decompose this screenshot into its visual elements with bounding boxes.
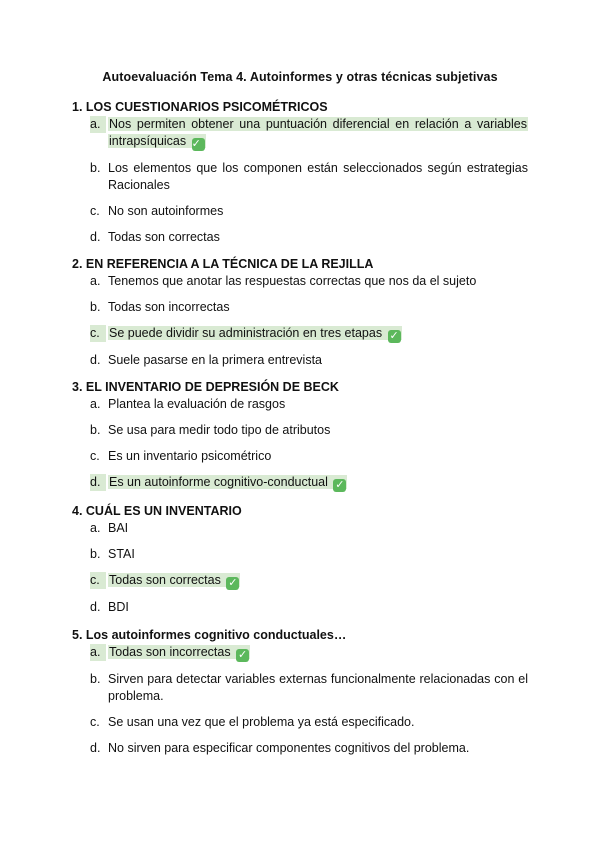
question-3 <box>72 379 528 501</box>
option-text-wrap <box>108 352 528 369</box>
option-label: Todas son incorrectas <box>108 300 230 314</box>
option-label: Tenemos que anotar las respuestas correctas que nos da el sujeto <box>108 274 477 288</box>
correct-answer-text <box>108 475 347 489</box>
option-label: Todas son correctas <box>109 573 221 587</box>
check-mark-icon: ✓ <box>237 649 248 661</box>
option-text-wrap <box>108 160 528 194</box>
correct-answer-text <box>108 326 402 340</box>
option-text-wrap <box>108 273 528 290</box>
option-letter: b. <box>90 423 101 437</box>
option-letter: d. <box>90 474 106 491</box>
option-text-wrap <box>108 474 528 492</box>
option-letter: d. <box>90 741 101 755</box>
answer-option <box>72 160 528 194</box>
answer-option <box>72 714 528 731</box>
answer-option <box>72 352 528 369</box>
correct-answer-text <box>108 117 528 148</box>
option-text-wrap <box>108 422 528 439</box>
question-5 <box>72 627 528 766</box>
option-text <box>108 423 330 437</box>
option-text-wrap <box>108 448 528 465</box>
option-text <box>108 672 528 703</box>
option-text <box>108 230 220 244</box>
answer-option <box>72 740 528 757</box>
option-letter: a. <box>90 644 106 661</box>
option-text <box>108 715 414 729</box>
option-label: No son autoinformes <box>108 204 224 218</box>
option-text <box>108 449 271 463</box>
option-letter: c. <box>90 204 100 218</box>
option-label: STAI <box>108 547 135 561</box>
option-label: Se puede dividir su administración en tres etapas <box>109 326 383 340</box>
option-label: Es un autoinforme cognitivo-conductual <box>109 475 328 489</box>
option-letter: a. <box>90 274 101 288</box>
option-text <box>108 521 128 535</box>
question-4 <box>72 503 528 625</box>
option-text <box>108 300 230 314</box>
option-text-wrap <box>108 229 528 246</box>
option-label: Todas son incorrectas <box>109 645 231 659</box>
document-title: Autoevaluación Tema 4. Autoinformes y otras técnicas subjetivas <box>102 70 498 84</box>
check-mark-icon: ✓ <box>389 330 399 342</box>
option-label: Se usa para medir todo tipo de atributos <box>108 423 331 437</box>
question-heading: 2. EN REFERENCIA A LA TÉCNICA DE LA REJILLA <box>72 257 374 271</box>
answer-option <box>72 273 528 290</box>
option-letter: d. <box>90 230 101 244</box>
answer-option <box>72 644 528 662</box>
option-label: Todas son correctas <box>108 230 220 244</box>
answer-option <box>72 229 528 246</box>
option-text <box>108 274 476 288</box>
option-letter: c. <box>90 572 106 589</box>
option-letter: b. <box>90 547 101 561</box>
option-letter: a. <box>90 521 101 535</box>
question-heading: 3. EL INVENTARIO DE DEPRESIÓN DE BECK <box>72 380 339 394</box>
option-label: Nos permiten obtener una puntuación diferencial en relación a variables intrapsíquicas <box>109 117 527 148</box>
answer-option <box>72 520 528 537</box>
check-mark-icon: ✓ <box>192 138 205 151</box>
option-text-wrap <box>108 644 528 662</box>
answer-option <box>72 546 528 563</box>
answer-option <box>72 671 528 705</box>
answer-option <box>72 203 528 220</box>
option-text-wrap <box>108 572 528 590</box>
option-letter: b. <box>90 300 101 314</box>
answer-option <box>72 325 528 343</box>
option-label: Sirven para detectar variables externas funcionalmente relacionadas con el problema. <box>108 672 528 703</box>
option-label: Suele pasarse en la primera entrevista <box>108 353 323 367</box>
option-letter: a. <box>90 397 101 411</box>
option-letter: c. <box>90 449 100 463</box>
option-text <box>108 204 223 218</box>
option-label: BDI <box>108 600 129 614</box>
option-text <box>108 547 135 561</box>
answer-option <box>72 396 528 413</box>
option-text-wrap <box>108 671 528 705</box>
answer-option <box>72 599 528 616</box>
option-text <box>108 161 528 192</box>
correct-answer-text <box>108 645 250 659</box>
option-letter: b. <box>90 161 101 175</box>
option-letter: a. <box>90 116 106 133</box>
question-heading: 5. Los autoinformes cognitivo conductuales… <box>72 628 347 642</box>
question-heading: 4. CUÁL ES UN INVENTARIO <box>72 504 242 518</box>
question-1 <box>72 99 528 255</box>
correct-answer-text <box>108 573 240 587</box>
option-text <box>108 741 469 755</box>
option-text-wrap <box>108 546 528 563</box>
check-mark-icon: ✓ <box>335 479 345 491</box>
option-text <box>108 397 285 411</box>
option-text-wrap <box>108 116 528 151</box>
option-letter: d. <box>90 600 101 614</box>
answer-option <box>72 116 528 151</box>
option-letter: c. <box>90 325 106 342</box>
question-2 <box>72 256 528 378</box>
option-letter: c. <box>90 715 100 729</box>
answer-option <box>72 422 528 439</box>
option-label: BAI <box>108 521 129 535</box>
option-letter: d. <box>90 353 101 367</box>
option-text-wrap <box>108 740 528 757</box>
option-text-wrap <box>108 714 528 731</box>
option-text <box>108 600 129 614</box>
option-text-wrap <box>108 203 528 220</box>
option-text-wrap <box>108 599 528 616</box>
option-label: Los elementos que los componen están seleccionados según estrategias Racionales <box>108 161 528 192</box>
check-mark-icon: ✓ <box>228 577 238 589</box>
option-text-wrap <box>108 299 528 316</box>
option-text <box>108 353 322 367</box>
option-label: No sirven para especificar componentes cognitivos del problema. <box>108 741 470 755</box>
option-letter: b. <box>90 672 101 686</box>
option-label: Es un inventario psicométrico <box>108 449 272 463</box>
option-text-wrap <box>108 520 528 537</box>
answer-option <box>72 474 528 492</box>
answer-option <box>72 572 528 590</box>
option-text-wrap <box>108 325 528 343</box>
option-text-wrap <box>108 396 528 413</box>
question-heading: 1. LOS CUESTIONARIOS PSICOMÉTRICOS <box>72 100 328 114</box>
option-label: Plantea la evaluación de rasgos <box>108 397 286 411</box>
answer-option <box>72 299 528 316</box>
option-label: Se usan una vez que el problema ya está especificado. <box>108 715 415 729</box>
answer-option <box>72 448 528 465</box>
